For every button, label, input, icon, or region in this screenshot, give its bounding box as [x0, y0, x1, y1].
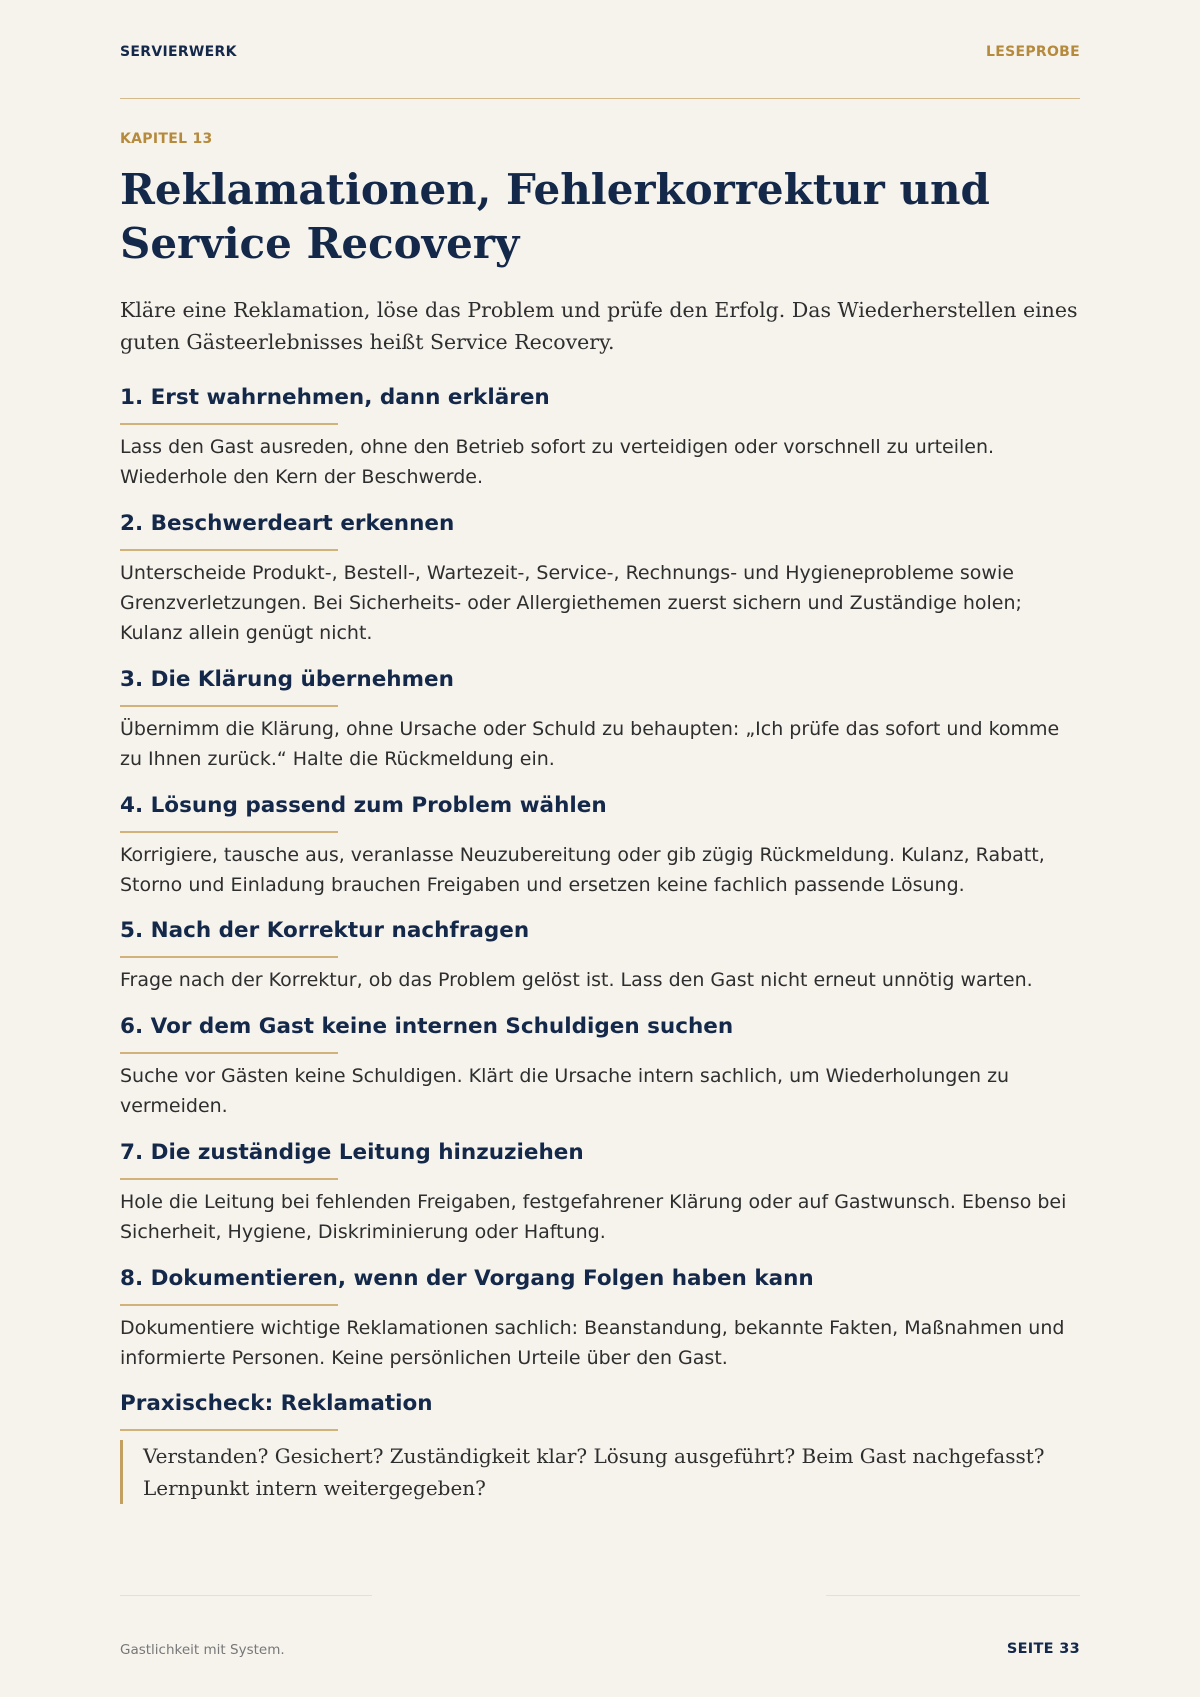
section-4	[120, 791, 1080, 900]
section-heading: 6. Vor dem Gast keine internen Schuldigen suchen	[120, 1014, 734, 1039]
section-heading: 2. Beschwerdeart erkennen	[120, 511, 455, 536]
footer-divider-left	[120, 1595, 372, 1596]
praxischeck-section	[120, 1389, 1080, 1431]
section-body: Hole die Leitung bei fehlenden Freigaben, festgefahrener Klärung oder auf Gastwunsch. Ebenso bei Sicherheit, Hygiene, Diskriminierung oder Haftung.	[120, 1191, 1067, 1243]
section-body: Lass den Gast ausreden, ohne den Betrieb sofort zu verteidigen oder vorschnell zu urteilen. Wiederhole den Kern der Beschwerde.	[120, 436, 995, 488]
reading-sample-badge: LESEPROBE	[985, 44, 1080, 60]
section-heading: 1. Erst wahrnehmen, dann erklären	[120, 385, 550, 410]
section-heading: 3. Die Klärung übernehmen	[120, 667, 454, 692]
section-body: Dokumentiere wichtige Reklamationen sachlich: Beanstandung, bekannte Fakten, Maßnahmen und informierte Personen. Keine persönlichen Urteile über den Gast.	[120, 1317, 1065, 1369]
praxischeck-quote	[120, 1440, 1080, 1504]
lead-paragraph: Kläre eine Reklamation, löse das Problem und prüfe den Erfolg. Das Wiederherstellen eines guten Gästeerlebnisses heißt Service Recovery.	[120, 298, 1078, 354]
section-body: Übernimm die Klärung, ohne Ursache oder Schuld zu behaupten: „Ich prüfe das sofort und komme zu Ihnen zurück.“ Halte die Rückmeldung ein.	[120, 718, 1060, 770]
page-header	[120, 44, 1080, 64]
section-divider	[120, 831, 338, 833]
chapter-label: KAPITEL 13	[120, 131, 213, 147]
praxischeck-quote-text: Verstanden? Gesichert? Zuständigkeit klar? Lösung ausgeführt? Beim Gast nachgefasst? Lernpunkt intern weitergegeben?	[143, 1444, 1045, 1500]
section-divider	[120, 423, 338, 425]
section-heading: 8. Dokumentieren, wenn der Vorgang Folgen haben kann	[120, 1266, 814, 1291]
brand-name: SERVIERWERK	[120, 44, 237, 60]
page	[120, 0, 1080, 1697]
footer-tagline: Gastlichkeit mit System.	[120, 1642, 285, 1658]
section-body: Korrigiere, tausche aus, veranlasse Neuzubereitung oder gib zügig Rückmeldung. Kulanz, Rabatt, Storno und Einladung brauchen Freigaben und ersetzen keine fachlich passende Lösung.	[120, 844, 1045, 896]
section-divider	[120, 705, 338, 707]
section-5	[120, 916, 1080, 995]
section-divider	[120, 956, 338, 958]
page-number: SEITE 33	[1006, 1641, 1080, 1657]
section-8	[120, 1264, 1080, 1373]
section-body: Suche vor Gästen keine Schuldigen. Klärt die Ursache intern sachlich, um Wiederholungen zu vermeiden.	[120, 1065, 1010, 1117]
section-divider	[120, 549, 338, 551]
section-body: Unterscheide Produkt-, Bestell-, Wartezeit-, Service-, Rechnungs- und Hygieneprobleme sowie Grenzverletzungen. Bei Sicherheits- oder Allergiethemen zuerst sichern und Zuständige holen; Kulanz allein genügt nicht.	[120, 562, 1022, 644]
footer-divider-right	[826, 1595, 1080, 1596]
section-body: Frage nach der Korrektur, ob das Problem gelöst ist. Lass den Gast nicht erneut unnötig warten.	[120, 969, 1033, 991]
section-3	[120, 665, 1080, 774]
section-divider	[120, 1052, 338, 1054]
section-6	[120, 1012, 1080, 1121]
section-7	[120, 1138, 1080, 1247]
praxischeck-heading: Praxischeck: Reklamation	[120, 1391, 433, 1416]
header-divider	[120, 98, 1080, 99]
section-heading: 5. Nach der Korrektur nachfragen	[120, 918, 530, 943]
section-2	[120, 509, 1080, 648]
page-title: Reklamationen, Fehlerkorrektur und Service Recovery	[120, 165, 990, 268]
section-heading: 7. Die zuständige Leitung hinzuziehen	[120, 1140, 584, 1165]
section-heading: 4. Lösung passend zum Problem wählen	[120, 793, 607, 818]
section-divider	[120, 1178, 338, 1180]
section-1	[120, 383, 1080, 492]
section-divider	[120, 1429, 338, 1431]
section-divider	[120, 1304, 338, 1306]
